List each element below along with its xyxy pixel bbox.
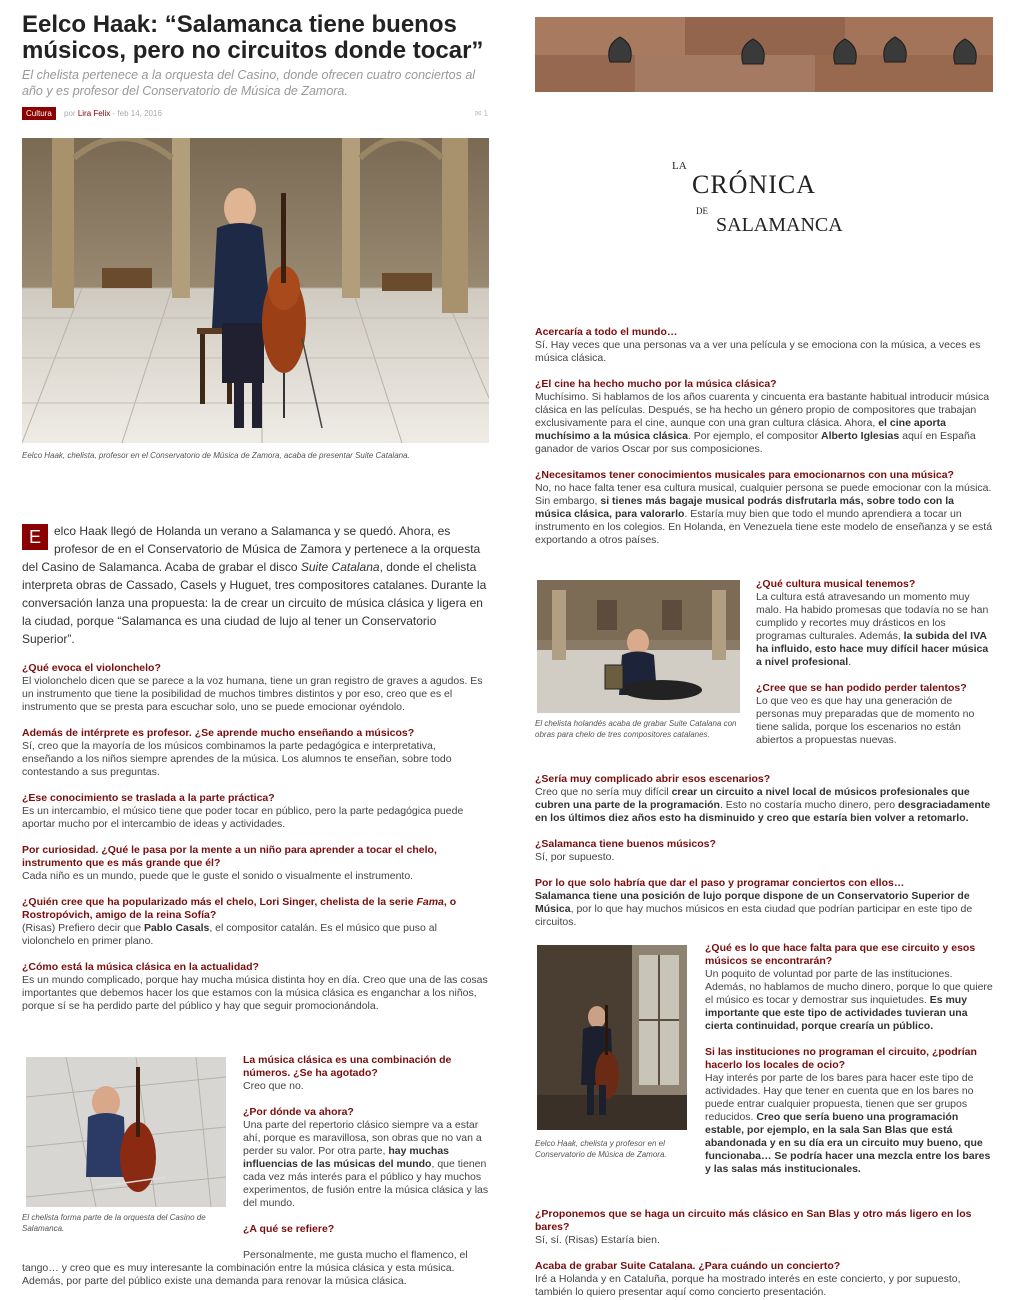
- main-photo-caption: Eelco Haak, chelista, profesor en el Conservatorio de Música de Zamora, acaba de presentar Suite Catalana.: [22, 451, 410, 460]
- qa-block: [22, 727, 490, 779]
- answer: [535, 482, 993, 547]
- answer-bold: Alberto Iglesias: [820, 430, 900, 442]
- answer: Es un mundo complicado, porque hay mucha música distinta hoy en día. Creo que una de las cosas importantes que debemos hacer los que estamos con la música clásica es enganchar a los niños, porque sí se ha perdido parte del público y hay que seguir promocionándola.: [22, 974, 488, 1012]
- logo-salamanca: SALAMANCA: [716, 214, 843, 236]
- qa-block: [22, 662, 490, 714]
- answer-bold: hay muchas influencias de las músicas del mundo: [243, 1145, 450, 1170]
- answer: Sí, sí. (Risas) Estaría bien.: [535, 1234, 660, 1246]
- answer-part: . Por ejemplo, el compositor: [687, 430, 821, 442]
- answer: [705, 1072, 993, 1176]
- question: ¿Salamanca tiene buenos músicos?: [535, 838, 716, 850]
- qa-block: [535, 1208, 993, 1247]
- by-label: por: [64, 109, 76, 118]
- answer-bold: desgraciadamente en los últimos diez años esto ha disminuido y creo que estaría bien volver a retomarlo.: [535, 799, 991, 824]
- question: ¿El cine ha hecho mucho por la música clásica?: [535, 378, 777, 390]
- question: Por lo que solo habría que dar el paso y programar conciertos con ellos…: [535, 877, 905, 889]
- question: Por curiosidad. ¿Qué le pasa por la mente a un niño para aprender a tocar el chelo, instrumento que es más grande que él?: [22, 844, 437, 869]
- answer: [22, 922, 490, 948]
- answer: Sí. Hay veces que una personas va a ver una película y se emociona con la música, a veces es música clásica.: [535, 339, 981, 364]
- intro-text-1: elco Haak llegó de Holanda un verano a Salamanca y se quedó. Ahora, es profesor de en el Conservatorio de Música de Zamora y pertenece a la orquesta del Casino de Salamanca. Acaba de grabar el disco: [22, 524, 481, 574]
- author-link[interactable]: Lira Felix: [77, 109, 111, 118]
- comment-icon: ✉: [474, 109, 482, 118]
- answer-part: (Risas) Prefiero decir que: [22, 922, 144, 934]
- left-small-photo: [26, 1057, 226, 1207]
- qa-block: [22, 896, 490, 948]
- answer-part: , el compositor catalán. Es el músico que puso al violonchelo en primer plano.: [22, 922, 437, 947]
- right-bottom-photo: [537, 945, 687, 1130]
- answer: Sí, creo que la mayoría de los músicos combinamos la parte pedagógica e interpretativa, enseñando a los niños siempre aprendes de la música. Los alumnos te enseñan, sobre todo contestando a sus preguntas.: [22, 740, 452, 778]
- answer: [705, 968, 993, 1033]
- site-logo[interactable]: [660, 158, 850, 248]
- post-date: - feb 14, 2016: [112, 109, 162, 118]
- question-italic: Fama: [416, 896, 444, 908]
- qa-block: [535, 773, 993, 825]
- answer-bold: Salamanca tiene una posición de lujo porque dispone de un Conservatorio Superior de Música: [535, 890, 970, 915]
- qa-block: [535, 838, 993, 864]
- question: Acaba de grabar Suite Catalana. ¿Para cuándo un concierto?: [535, 1260, 841, 1272]
- logo-la: LA: [672, 160, 687, 172]
- answer-part: Un poquito de voluntad por parte de las instituciones. Además, no hablamos de mucho dinero, porque lo que quiere el músico es tocar y demostrar sus inquietudes.: [705, 968, 993, 1006]
- question: ¿Cree que se han podido perder talentos?: [756, 682, 967, 694]
- question: ¿Ese conocimiento se traslada a la parte práctica?: [22, 792, 275, 804]
- answer-part: . Esto no costaría mucho dinero, pero: [719, 799, 898, 811]
- question: ¿A qué se refiere?: [243, 1223, 335, 1235]
- right-qa-bottom: [535, 1208, 993, 1299]
- question: ¿Qué evoca el violonchelo?: [22, 662, 161, 674]
- dropcap: E: [22, 524, 48, 550]
- answer: Lo que veo es que hay una generación de personas muy preparadas que de momento no tiene salida, porque los escenarios no están abiertos a propuestas nuevas.: [756, 695, 975, 746]
- question: ¿Cómo está la música clásica en la actualidad?: [22, 961, 259, 973]
- left-qa-column: [22, 662, 490, 1026]
- answer-part: La cultura está atravesando un momento muy malo. Ha habido promesas que todavía no se han cumplido y recortes muy drásticos en los programas culturales. Además,: [756, 591, 989, 642]
- qa-block: [22, 961, 490, 1013]
- article-title: Eelco Haak: “Salamanca tiene buenos músicos, pero no circuitos donde tocar”: [22, 11, 484, 64]
- answer-part: , que tienen cada vez más interés para el público y hay muchos experimentos, de fusión entre la música clásica y las del mundo.: [243, 1158, 489, 1209]
- qa-block: [22, 792, 490, 831]
- answer-part: Muchísimo. Si hablamos de los años cuarenta y cincuenta era bastante habitual introducir música clásica en las películas. Después, se ha hecho un género propio de compositores que trabajan exclusivamente para el cine, aunque con una gran cultura clásica. Ahora,: [535, 391, 990, 429]
- answer: Sí, por supuesto.: [535, 851, 615, 863]
- answer: [243, 1119, 491, 1210]
- left-small-caption: El chelista forma parte de la orquesta del Casino de Salamanca.: [22, 1213, 206, 1233]
- answer-part: Personalmente, me gusta mucho el flamenco, el tango… y creo que es muy interesante la combinación entre la música clásica y esta música.: [22, 1249, 468, 1274]
- question: [22, 896, 490, 922]
- intro-text-2: , donde el chelista interpreta obras de Cassado, Casels y Huguet, tres compositores catalanes. Durante la conversación lanza una propuesta: la de crear un circuito de música clásica y ligera en la ciudad, porque “Salamanca es una ciudad de lujo al tener un Conservatorio Superior”.: [22, 560, 487, 646]
- answer: [535, 786, 993, 825]
- answer-part: No, no hace falta tener esa cultura musical, cualquier persona se puede emocionar con la música. Sin embargo,: [535, 482, 992, 507]
- answer: [756, 591, 993, 669]
- qa-block: [535, 378, 993, 456]
- answer-bold: Es muy importante que este tipo de actividades tuvieran una cierta continuidad, porque crearía un público.: [705, 994, 968, 1032]
- question: La música clásica es una combinación de números. ¿Se ha agotado?: [243, 1054, 452, 1079]
- logo-cronica: CRÓNICA: [692, 170, 817, 199]
- right-top-photo: [537, 580, 740, 713]
- answer-bold: si tienes más bagaje musical podrás disfrutarla más, sobre todo con la música clásica, para valorarlo: [535, 495, 954, 520]
- comment-count-value: 1: [483, 109, 488, 118]
- answer-bold: Creo que sería bueno una programación estable, por ejemplo, en la sala San Blas que está abandonada y en su día era un circuito muy bueno, que funcionaba… Se podría hacer una mezcla entre los bares y las salas más institucionales.: [705, 1111, 991, 1175]
- question: ¿Por dónde va ahora?: [243, 1106, 354, 1118]
- right-side-qa-2: [705, 942, 993, 1176]
- question: ¿Qué es lo que hace falta para que ese circuito y esos músicos se encontrarán?: [705, 942, 976, 967]
- question: Además de intérprete es profesor. ¿Se aprende mucho enseñando a músicos?: [22, 727, 415, 739]
- answer: Iré a Holanda y en Cataluña, porque ha mostrado interés en este concierto, y por supuesto, también lo quiero presentar aquí como concierto presentación.: [535, 1273, 961, 1298]
- logo-de: DE: [696, 206, 708, 216]
- question: ¿Sería muy complicado abrir esos escenarios?: [535, 773, 771, 785]
- question: Si las instituciones no programan el circuito, ¿podrían hacerlo los locales de ocio?: [705, 1046, 977, 1071]
- qa-block: [22, 844, 490, 883]
- question-part: ¿Quién cree que ha popularizado más el chelo, Lori Singer, chelista de la serie: [22, 896, 417, 908]
- qa-block: [535, 326, 993, 365]
- answer-part: Una parte del repertorio clásico siempre va a estar ahí, porque es maravillosa, son obras que no van a perder su valor. Por otra parte,: [243, 1119, 482, 1157]
- qa-block: [535, 877, 993, 929]
- answer: [535, 391, 993, 456]
- answer-part: aquí en España ganador de varios Oscar por sus composiciones.: [535, 430, 976, 455]
- answer: El violonchelo dicen que se parece a la voz humana, tiene un gran registro de graves a agudos. Es un instrumento que tiene la posibilidad de muchos timbres distintos y por eso, creo que es el instrumento que se presta para escuchar solo, uno se puede emocionar oyéndolo.: [22, 675, 483, 713]
- answer-wide: [22, 1249, 490, 1288]
- answer: [535, 890, 993, 929]
- answer-bold: crear un circuito a nivel local de músicos profesionales que cubren una parte de la programación: [535, 786, 970, 811]
- question-part: , o Rostropóvich, amigo de la reina Sofía?: [22, 896, 457, 921]
- question: ¿Proponemos que se haga un circuito más clásico en San Blas y otro más ligero en los bares?: [535, 1208, 972, 1233]
- question: ¿Necesitamos tener conocimientos musicales para emocionarnos con una música?: [535, 469, 954, 481]
- answer-bold: la subida del IVA ha influido, esto hace muy difícil hacer música a nivel profesional: [756, 630, 989, 668]
- right-top-caption: El chelista holandés acaba de grabar Suite Catalana con obras para chelo de tres compositores catalanes.: [535, 719, 737, 739]
- qa-block: [535, 1260, 993, 1299]
- answer-part: Además, por parte del público existe una demanda para renovar la música clásica.: [22, 1275, 407, 1287]
- question: ¿Qué cultura musical tenemos?: [756, 578, 916, 590]
- category-badge[interactable]: Cultura: [22, 107, 56, 120]
- question: Acercaría a todo el mundo…: [535, 326, 678, 338]
- answer-part: Creo que no sería muy difícil: [535, 786, 672, 798]
- answer: Es un intercambio, el músico tiene que poder tocar en público, pero la parte pedagógica puede aportar mucho por el intercambio de ideas y actividades.: [22, 805, 464, 830]
- banner-image: [535, 17, 993, 92]
- main-photo: [22, 138, 489, 443]
- intro-disc-title: Suite Catalana: [300, 560, 380, 574]
- answer-bold: el cine aporta muchísimo a la música clásica: [535, 417, 946, 442]
- comment-count[interactable]: [475, 109, 488, 118]
- answer-part: , por lo que hay muchos músicos en esta ciudad que podrían participar en este tipo de circuitos.: [535, 903, 973, 928]
- answer-bold: Pablo Casals: [143, 922, 210, 934]
- answer-part: . Estaría muy bien que todo el mundo aprendiera a tocar un instrumento en los colegios. En Holanda, en Venezuela tiene este modelo de enseñanza y se está exportando a otros países.: [535, 508, 993, 546]
- answer: Creo que no.: [243, 1080, 304, 1092]
- left-side-qa: [243, 1054, 491, 1236]
- article-subtitle: El chelista pertenece a la orquesta del Casino, donde ofrecen cuatro conciertos al año y es profesor del Conservatorio de Música de Zamora.: [22, 68, 476, 98]
- right-qa-mid: [535, 773, 993, 942]
- answer-part: Hay interés por parte de los bares para hacer este tipo de actividades. Hay que tener en cuenta que en los bares no puede entrar cualquier propuesta, tienen que ser grupos reducidos.: [705, 1072, 974, 1123]
- right-qa-top: [535, 326, 993, 560]
- answer: Cada niño es un mundo, puede que le guste el sonido o visualmente el instrumento.: [22, 870, 414, 882]
- intro-paragraph: [22, 522, 492, 648]
- right-bottom-caption: Eelco Haak, chelista y profesor en el Conservatorio de Música de Zamora.: [535, 1139, 667, 1159]
- answer-part: .: [848, 656, 852, 668]
- qa-block: [535, 469, 993, 547]
- right-side-qa: [756, 578, 993, 747]
- article-meta: [22, 107, 490, 121]
